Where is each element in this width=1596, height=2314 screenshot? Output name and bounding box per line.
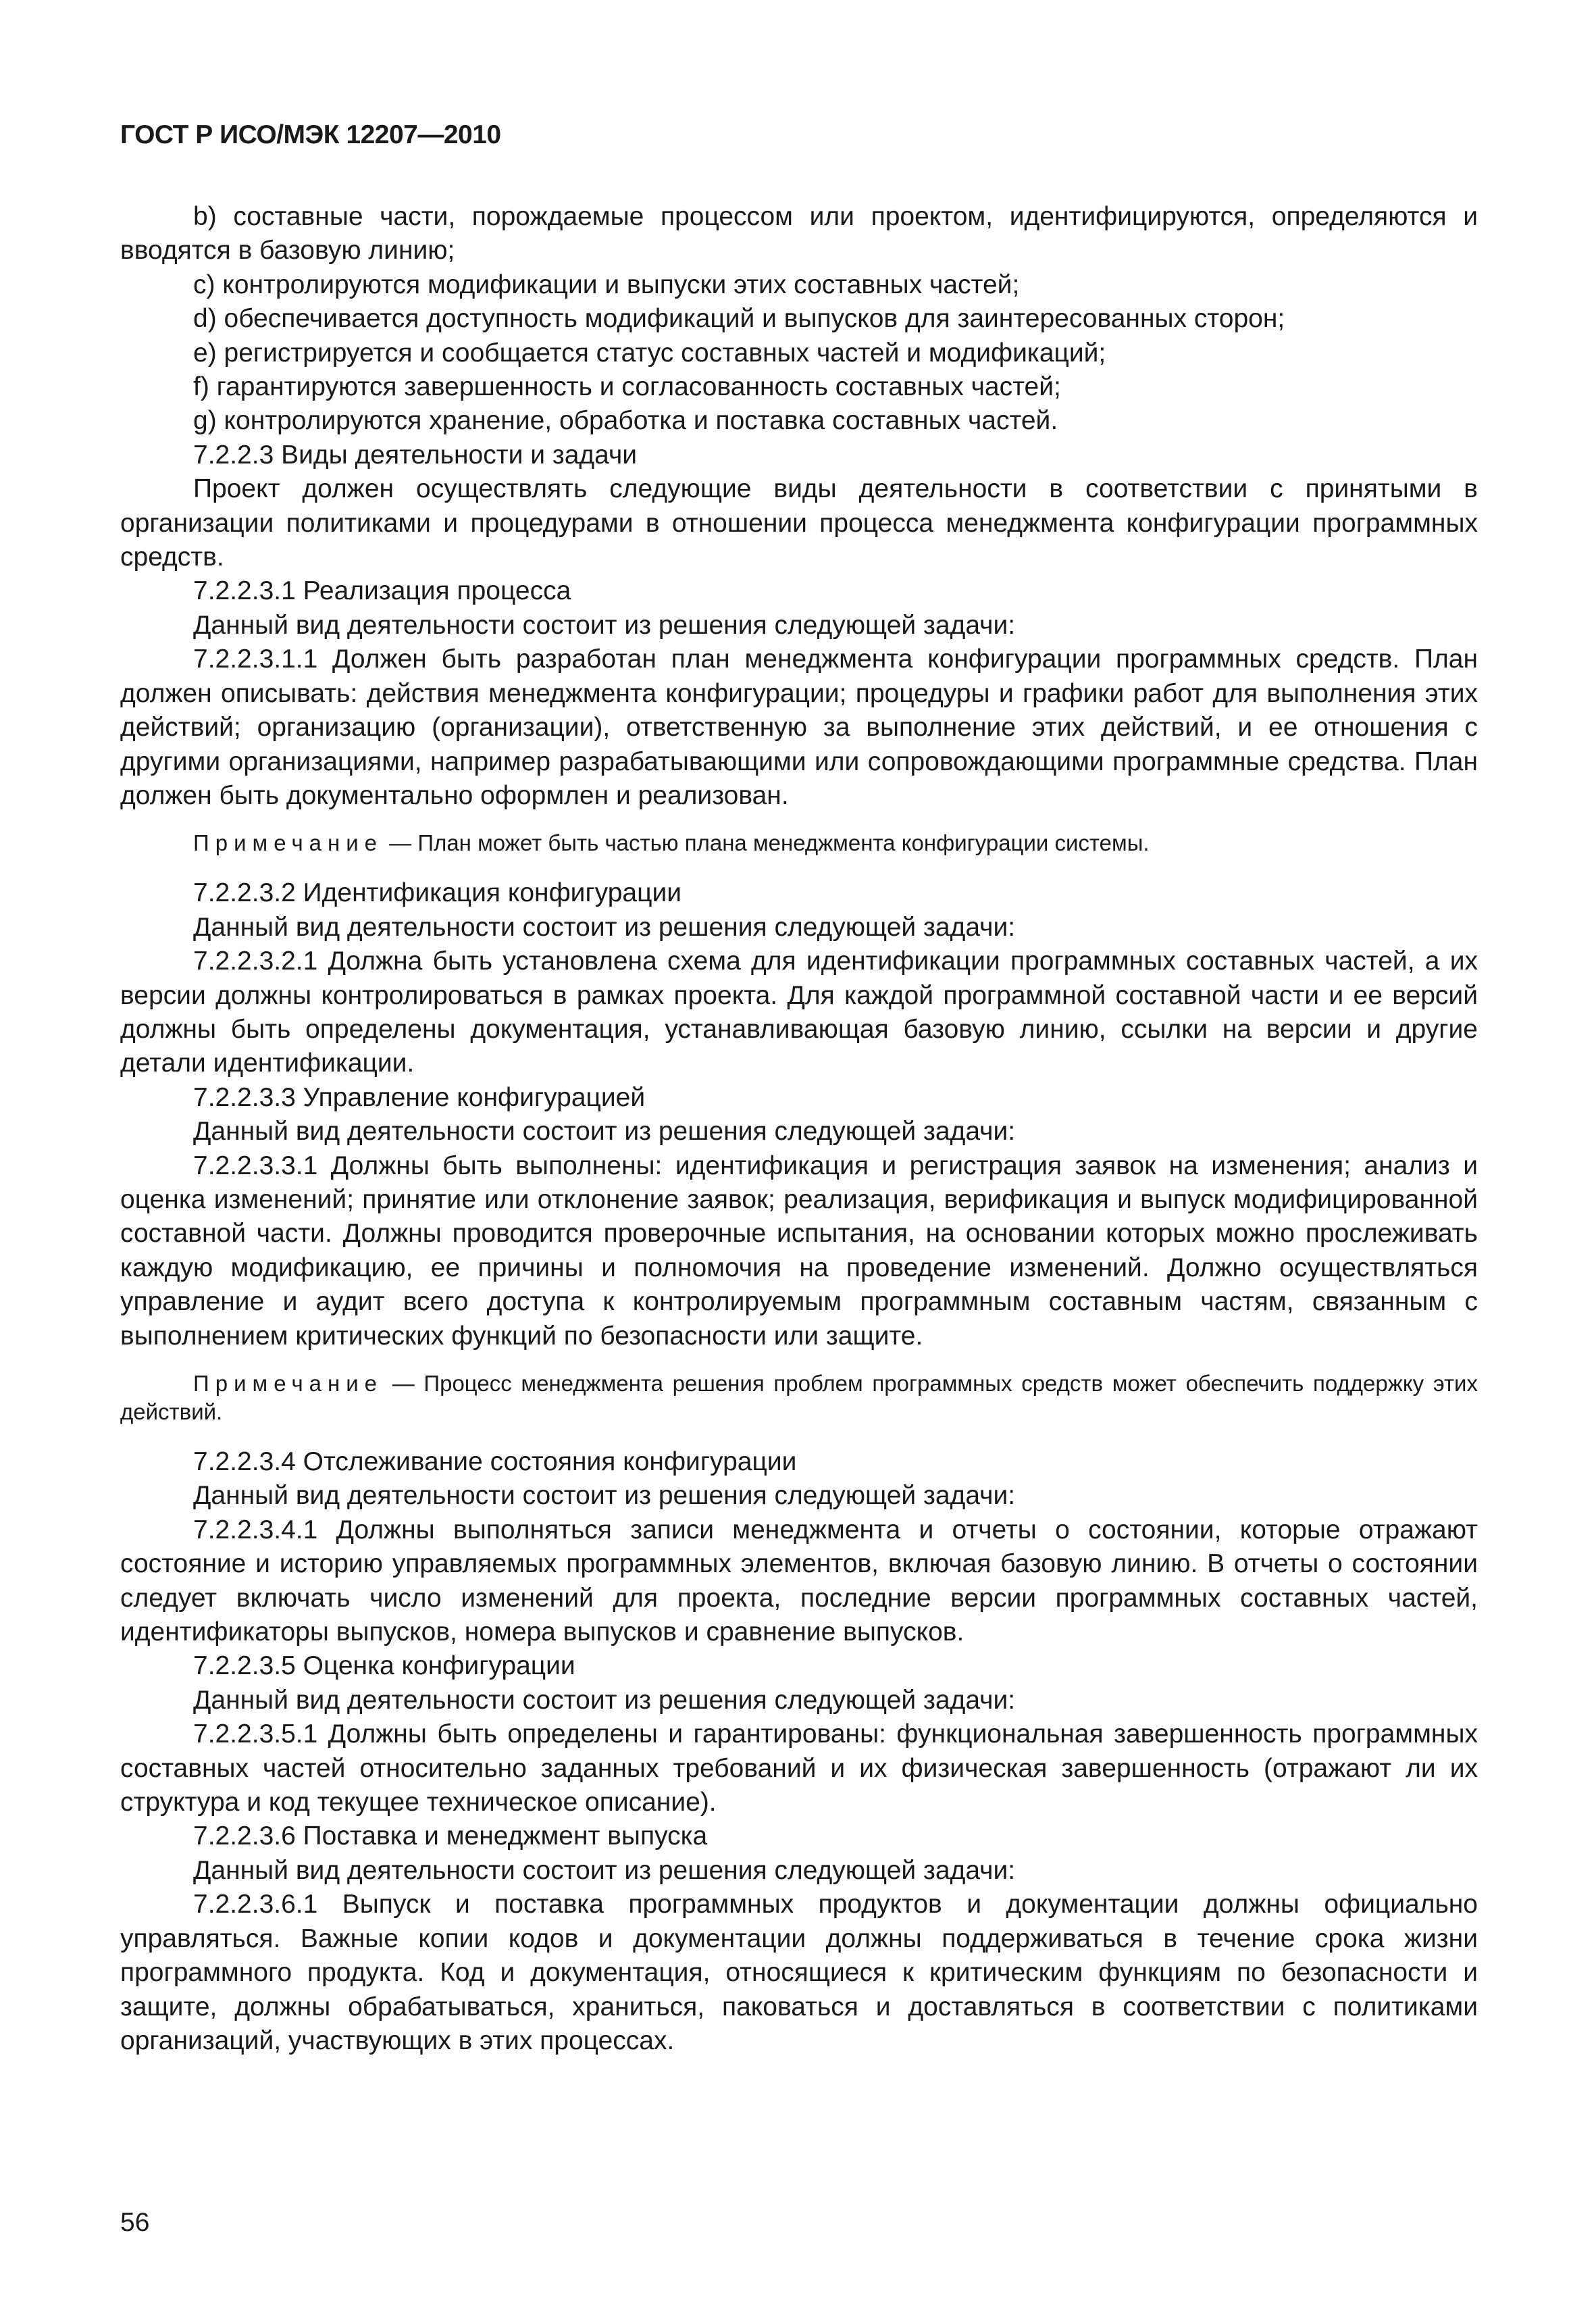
list-item-c: c) контролируются модификации и выпуски этих составных частей; (193, 270, 1020, 299)
note (120, 829, 1478, 857)
body-paragraph: Данный вид деятельности состоит из решения следующей задачи: (193, 1685, 1016, 1715)
section-heading: 7.2.2.3.5 Оценка конфигурации (193, 1651, 575, 1681)
note-text: — Процесс менеджмента решения проблем программных средств может обеспечить поддержку этих действий. (120, 1371, 1478, 1424)
page-number: 56 (120, 2208, 150, 2237)
document-body (120, 200, 1478, 2058)
body-paragraph: 7.2.2.3.3.1 Должны быть выполнены: идентификация и регистрация заявок на изменения; анализ и оценка изменений; принятие или отклонение заявок; реализация, верификация и выпуск модифицированной составной части. Должны проводится проверочные испытания, на основании которых можно прослеживать каждую модификацию, ее причины и полномочия на проведение изменений. Должно осуществляться управление и аудит всего доступа к контролируемым программным составным частям, связанным с выполнением критических функций по безопасности или защите. (120, 1151, 1478, 1351)
body-paragraph: Данный вид деятельности состоит из решения следующей задачи: (193, 610, 1016, 640)
body-paragraph: Данный вид деятельности состоит из решения следующей задачи: (193, 1481, 1016, 1511)
standard-header: ГОСТ Р ИСО/МЭК 12207—2010 (120, 120, 501, 149)
list-item-g: g) контролируются хранение, обработка и поставка составных частей. (193, 406, 1058, 436)
section-heading: 7.2.2.3 Виды деятельности и задачи (193, 440, 638, 470)
body-paragraph: 7.2.2.3.2.1 Должна быть установлена схема для идентификации программных составных частей, а их версии должны контролироваться в рамках проекта. Для каждой программной составной части и ее версий должны быть определены документация, устанавливающая базовую линию, ссылки на версии и другие детали идентификации. (120, 947, 1478, 1078)
section-heading: 7.2.2.3.2 Идентификация конфигурации (193, 878, 682, 908)
body-paragraph: Данный вид деятельности состоит из решения следующей задачи: (193, 1855, 1016, 1885)
body-paragraph: 7.2.2.3.5.1 Должны быть определены и гарантированы: функциональная завершенность программных составных частей относительно заданных требований и их физическая завершенность (отражают ли их структура и код текущее техническое описание). (120, 1719, 1478, 1817)
list-item-f: f) гарантируются завершенность и согласованность составных частей; (193, 372, 1061, 402)
section-heading: 7.2.2.3.6 Поставка и менеджмент выпуска (193, 1821, 708, 1851)
list-item-d: d) обеспечивается доступность модификаций и выпусков для заинтересованных сторон; (193, 304, 1285, 334)
note-text: — План может быть частью плана менеджмента конфигурации системы. (383, 830, 1150, 856)
body-paragraph: Данный вид деятельности состоит из решения следующей задачи: (193, 1117, 1016, 1147)
list-item-b: b) составные части, порождаемые процессом или проектом, идентифицируются, определяются и вводятся в базовую линию; (120, 202, 1478, 266)
note-label: Примечание (193, 830, 384, 856)
body-paragraph: Данный вид деятельности состоит из решения следующей задачи: (193, 912, 1016, 942)
body-paragraph: 7.2.2.3.1.1 Должен быть разработан план менеджмента конфигурации программных средств. План должен описывать: действия менеджмента конфигурации; процедуры и графики работ для выполнения этих действий; организацию (организации), ответственную за выполнение этих действий, и ее отношения с другими организациями, например разрабатывающими или сопровождающими программные средства. План должен быть документально оформлен и реализован. (120, 645, 1478, 810)
section-heading: 7.2.2.3.3 Управление конфигурацией (193, 1082, 646, 1112)
note-label: Примечание (193, 1371, 384, 1396)
body-paragraph: Проект должен осуществлять следующие виды деятельности в соответствии с принятыми в организации политиками и процедурами в отношении процесса менеджмента конфигурации программных средств. (120, 474, 1478, 572)
body-paragraph: 7.2.2.3.6.1 Выпуск и поставка программных продуктов и документации должны официально управляться. Важные копии кодов и документации должны поддерживаться в течение срока жизни программного продукта. Код и документация, относящиеся к критическим функциям по безопасности и защите, должны обрабатываться, храниться, паковаться и доставляться в соответствии с политиками организаций, участвующих в этих процессах. (120, 1890, 1478, 2055)
list-item-e: e) регистрируется и сообщается статус составных частей и модификаций; (193, 338, 1106, 368)
note (120, 1369, 1478, 1426)
section-heading: 7.2.2.3.1 Реализация процесса (193, 576, 571, 606)
body-paragraph: 7.2.2.3.4.1 Должны выполняться записи менеджмента и отчеты о состоянии, которые отражают состояние и историю управляемых программных элементов, включая базовую линию. В отчеты о состоянии следует включать число изменений для проекта, последние версии программных составных частей, идентификаторы выпусков, номера выпусков и сравнение выпусков. (120, 1515, 1478, 1647)
section-heading: 7.2.2.3.4 Отслеживание состояния конфигурации (193, 1447, 797, 1476)
